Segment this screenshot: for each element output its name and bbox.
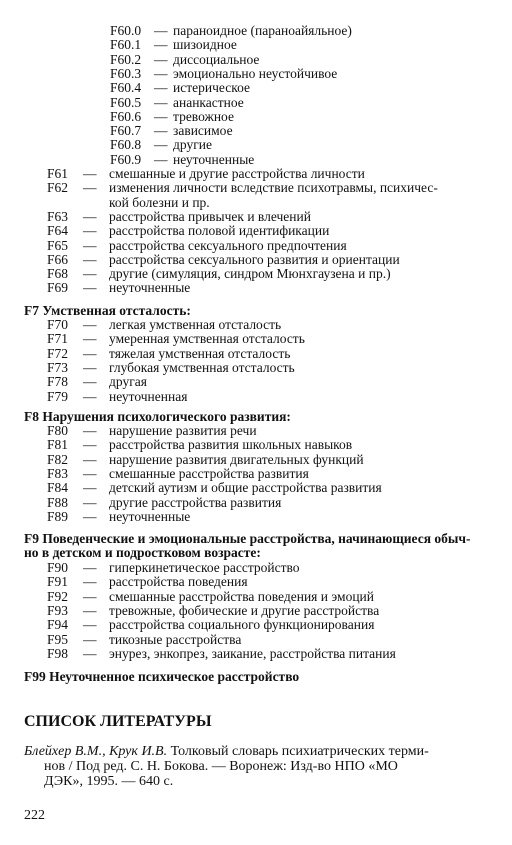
entry-text: смешанные и другие расстройства личности (109, 166, 365, 181)
entry-text: нарушение развития речи (109, 423, 257, 438)
f7-item-row (47, 375, 500, 389)
f9-item-row (47, 604, 500, 618)
entry-dash: — (83, 451, 97, 467)
entry-text: тяжелая умственная отсталость (109, 345, 291, 361)
entry-text: параноидное (параноайяльное) (173, 23, 352, 38)
entry-dash: — (154, 65, 168, 81)
section-heading-f7: F7 Умственная отсталость: (24, 303, 191, 318)
entry-code: F60.3 (110, 65, 142, 81)
entry-dash: — (83, 359, 97, 375)
entry-code: F60.8 (110, 137, 142, 153)
entry-code: F60.5 (110, 94, 142, 110)
entry-code: F65 (47, 237, 69, 253)
entry-text: нарушение развития двигательных функций (109, 451, 364, 467)
entry-dash: — (83, 574, 97, 590)
entry-code: F92 (47, 588, 69, 604)
entry-text: расстройства сексуального развития и ориентации (109, 251, 400, 267)
entry-dash: — (83, 166, 97, 181)
entry-dash: — (83, 645, 97, 661)
f7-item-row (47, 332, 500, 346)
f6-item-row (47, 181, 500, 195)
reference-line-3: ДЭК», 1995. — 640 с. (44, 774, 174, 789)
f60-subtype-row (110, 110, 500, 124)
entry-text: тикозные расстройства (109, 631, 242, 647)
entry-dash: — (83, 208, 97, 224)
entry-dash: — (154, 151, 168, 167)
entry-text: другая (109, 374, 147, 390)
entry-text: шизоидное (173, 37, 237, 53)
entry-text: расстройства поведения (109, 574, 248, 590)
entry-text: умеренная умственная отсталость (109, 331, 305, 347)
f8-item-row (47, 510, 500, 524)
entry-code: F95 (47, 631, 69, 647)
entry-code: F88 (47, 494, 69, 510)
entry-code: F94 (47, 617, 69, 633)
entry-code: F81 (47, 437, 69, 453)
entry-dash: — (83, 602, 97, 618)
entry-dash: — (83, 345, 97, 361)
entry-code: F60.1 (110, 37, 142, 53)
entry-dash: — (83, 374, 97, 390)
entry-dash: — (83, 617, 97, 633)
entry-text: диссоциальное (173, 51, 260, 67)
entry-dash: — (83, 237, 97, 253)
f9-item-row (47, 618, 500, 632)
f60-subtype-row (110, 81, 500, 95)
entry-dash: — (83, 560, 97, 575)
entry-text: расстройства развития школьных навыков (109, 437, 353, 453)
references-title: СПИСОК ЛИТЕРАТУРЫ (24, 713, 212, 730)
entry-code: F64 (47, 223, 69, 239)
entry-text: другие (173, 137, 212, 153)
entry-dash: — (83, 266, 97, 282)
f6-item-continuation: кой болезни и пр. (109, 194, 210, 210)
entry-text: энурез, энкопрез, заикание, расстройства питания (109, 645, 396, 661)
f60-subtype-row (110, 24, 500, 38)
section-heading-f9-line1: F9 Поведенческие и эмоциональные расстройства, начинающиеся обыч- (24, 531, 471, 546)
entry-dash: — (154, 137, 168, 153)
f6-item-row (47, 267, 500, 281)
reference-line-2: нов / Под ред. С. Н. Бокова. — Воронеж: Изд-во НПО «МО (44, 759, 398, 774)
entry-code: F60.4 (110, 80, 142, 96)
entry-code: F79 (47, 388, 69, 404)
f6-item-row (47, 253, 500, 267)
entry-text: расстройства социального функционирования (109, 617, 375, 633)
entry-code: F63 (47, 208, 69, 224)
section-heading-f8: F8 Нарушения психологического развития: (24, 409, 291, 424)
section-heading-f99: F99 Неуточненное психическое расстройство (24, 669, 300, 684)
entry-dash: — (83, 331, 97, 347)
entry-dash: — (154, 23, 168, 38)
entry-text: смешанные расстройства развития (109, 465, 309, 481)
f60-subtype-row (110, 53, 500, 67)
entry-dash: — (154, 123, 168, 139)
entry-text: другие (симуляция, синдром Мюнхгаузена и пр.) (109, 266, 391, 282)
entry-code: F73 (47, 359, 69, 375)
entry-dash: — (83, 494, 97, 510)
entry-dash: — (154, 108, 168, 124)
entry-dash: — (154, 51, 168, 67)
f9-item-row (47, 590, 500, 604)
entry-dash: — (83, 317, 97, 332)
entry-code: F70 (47, 317, 69, 332)
f8-item-row (47, 467, 500, 481)
entry-dash: — (154, 80, 168, 96)
entry-text: неуточненные (109, 508, 191, 524)
entry-dash: — (83, 465, 97, 481)
f60-subtype-row (110, 124, 500, 138)
f7-item-row (47, 318, 500, 332)
entry-text: неуточненные (173, 151, 255, 167)
entry-code: F89 (47, 508, 69, 524)
entry-text: тревожные, фобические и другие расстройства (109, 602, 380, 618)
entry-text: неуточненные (109, 280, 191, 296)
entry-code: F69 (47, 280, 69, 296)
entry-text: изменения личности вследствие психотравмы, психичес- (109, 180, 438, 196)
f60-subtype-row (110, 67, 500, 81)
entry-text: эмоционально неустойчивое (173, 65, 338, 81)
entry-code: F78 (47, 374, 69, 390)
f9-item-row (47, 561, 500, 575)
entry-text: зависимое (173, 123, 233, 139)
f8-item-row (47, 424, 500, 438)
page-number: 222 (24, 808, 45, 823)
entry-code: F62 (47, 180, 69, 196)
f6-item-row (47, 210, 500, 224)
entry-dash: — (154, 37, 168, 53)
entry-dash: — (83, 388, 97, 404)
entry-dash: — (83, 251, 97, 267)
entry-dash: — (83, 423, 97, 438)
entry-code: F80 (47, 423, 69, 438)
entry-code: F61 (47, 166, 69, 181)
entry-code: F93 (47, 602, 69, 618)
f8-item-row (47, 496, 500, 510)
f9-item-row (47, 575, 500, 589)
reference-authors: Блейхер В.М., Крук И.В. (24, 744, 168, 759)
reference-line-1 (24, 744, 429, 759)
entry-dash: — (83, 180, 97, 196)
entry-text: тревожное (173, 108, 234, 124)
entry-text: ананкастное (173, 94, 244, 110)
entry-text: расстройства половой идентификации (109, 223, 330, 239)
entry-text: легкая умственная отсталость (109, 317, 282, 332)
reference-title-start: Толковый словарь психиатрических терми- (167, 744, 429, 759)
entry-code: F60.2 (110, 51, 142, 67)
entry-code: F66 (47, 251, 69, 267)
entry-dash: — (83, 280, 97, 296)
entry-text: расстройства сексуального предпочтения (109, 237, 347, 253)
entry-text: истерическое (173, 80, 250, 96)
entry-text: гиперкинетическое расстройство (109, 560, 300, 575)
entry-dash: — (83, 631, 97, 647)
f7-item-row (47, 361, 500, 375)
f9-item-row (47, 633, 500, 647)
f8-item-row (47, 453, 500, 467)
entry-code: F90 (47, 560, 69, 575)
entry-text: расстройства привычек и влечений (109, 208, 311, 224)
entry-text: глубокая умственная отсталость (109, 359, 295, 375)
f6-item-row (47, 281, 500, 295)
entry-code: F84 (47, 480, 69, 496)
f8-item-row (47, 481, 500, 495)
entry-code: F60.7 (110, 123, 142, 139)
entry-dash: — (83, 508, 97, 524)
f60-subtype-row (110, 38, 500, 52)
entry-text: неуточненная (109, 388, 188, 404)
f9-item-row (47, 647, 500, 661)
entry-code: F82 (47, 451, 69, 467)
f60-subtype-row (110, 96, 500, 110)
entry-code: F91 (47, 574, 69, 590)
section-heading-f9-line2: но в детском и подростковом возрасте: (24, 545, 261, 560)
f7-item-row (47, 390, 500, 404)
f60-subtype-row (110, 138, 500, 152)
f8-item-row (47, 438, 500, 452)
entry-dash: — (83, 480, 97, 496)
f6-item-row (47, 224, 500, 238)
entry-code: F98 (47, 645, 69, 661)
entry-code: F72 (47, 345, 69, 361)
entry-code: F83 (47, 465, 69, 481)
f7-item-row (47, 347, 500, 361)
entry-code: F71 (47, 331, 69, 347)
entry-text: другие расстройства развития (109, 494, 282, 510)
entry-code: F60.9 (110, 151, 142, 167)
entry-dash: — (83, 223, 97, 239)
entry-code: F68 (47, 266, 69, 282)
f60-subtype-row (110, 153, 500, 167)
entry-text: смешанные расстройства поведения и эмоций (109, 588, 374, 604)
entry-dash: — (83, 588, 97, 604)
entry-code: F60.6 (110, 108, 142, 124)
entry-dash: — (83, 437, 97, 453)
entry-text: детский аутизм и общие расстройства развития (109, 480, 382, 496)
entry-dash: — (154, 94, 168, 110)
f6-item-row (47, 239, 500, 253)
entry-code: F60.0 (110, 23, 142, 38)
f6-item-row (47, 167, 500, 181)
